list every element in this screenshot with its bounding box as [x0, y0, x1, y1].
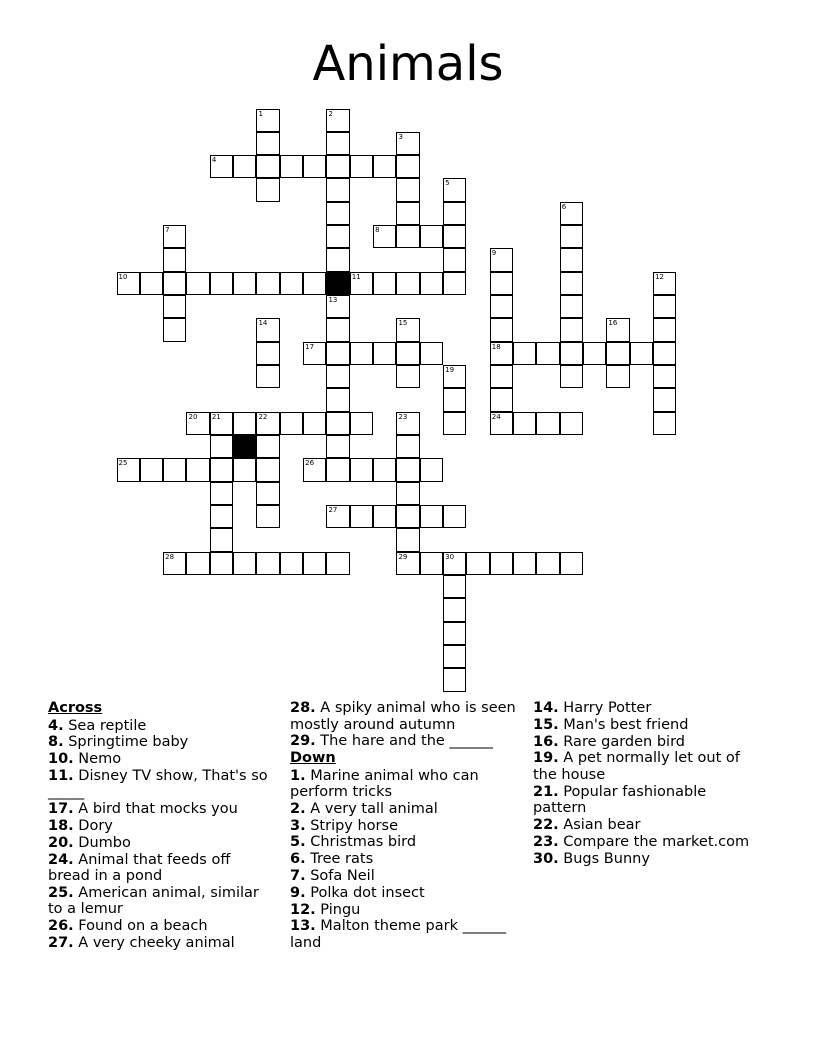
grid-cell[interactable] [490, 365, 513, 388]
clue-item-number: 15. [533, 716, 559, 733]
clue-item [48, 718, 273, 735]
grid-cell[interactable] [443, 412, 466, 435]
clue-heading: Across [48, 700, 103, 716]
grid-cell[interactable] [350, 458, 373, 481]
grid-cell[interactable] [326, 318, 349, 341]
grid-cell[interactable] [560, 365, 583, 388]
grid-cell[interactable] [163, 272, 186, 295]
clue-item-text: Compare the market.com [563, 833, 750, 850]
grid-cell[interactable] [303, 412, 326, 435]
grid-cell[interactable] [443, 598, 466, 621]
clue-item-number: 30. [533, 850, 559, 867]
clue-item [290, 885, 518, 902]
clue-item-number: 24. [48, 851, 74, 868]
clue-number: 28 [165, 552, 175, 561]
clue-item-number: 20. [48, 834, 74, 851]
grid-cell[interactable] [490, 295, 513, 318]
grid-cell[interactable] [256, 458, 279, 481]
clue-column-3 [533, 700, 761, 867]
clue-item-text: Nemo [78, 751, 122, 768]
clue-item [533, 750, 761, 783]
clue-number: 13 [328, 296, 338, 305]
clue-item-text: A very cheeky animal [78, 934, 235, 951]
grid-cell[interactable] [443, 668, 466, 691]
grid-cell[interactable] [210, 505, 233, 528]
grid-cell[interactable] [653, 295, 676, 318]
grid-cell[interactable] [490, 248, 513, 271]
grid-cell[interactable] [326, 458, 349, 481]
grid-cell[interactable] [280, 552, 303, 575]
grid-cell[interactable] [326, 178, 349, 201]
grid-cell[interactable] [256, 318, 279, 341]
grid-cell[interactable] [443, 202, 466, 225]
grid-cell[interactable] [163, 248, 186, 271]
clue-item [48, 818, 273, 835]
clue-number: 29 [398, 552, 408, 561]
clue-item-text: Found on a beach [78, 918, 208, 935]
clue-item-text: Tree rats [310, 851, 374, 868]
grid-cell[interactable] [443, 178, 466, 201]
grid-cell[interactable] [326, 248, 349, 271]
grid-cell[interactable] [443, 388, 466, 411]
clue-number: 11 [351, 272, 361, 281]
grid-cell[interactable] [210, 435, 233, 458]
grid-cell[interactable] [186, 458, 209, 481]
grid-cell[interactable] [256, 412, 279, 435]
clue-item [48, 918, 273, 935]
clue-number: 24 [491, 412, 501, 421]
clue-item-text: Marine animal who can perform tricks [290, 767, 479, 801]
grid-cell[interactable] [443, 225, 466, 248]
clue-item-number: 26. [48, 918, 74, 935]
clue-item-number: 19. [533, 750, 559, 767]
grid-cell[interactable] [233, 155, 256, 178]
grid-cell[interactable] [606, 318, 629, 341]
grid-cell[interactable] [490, 272, 513, 295]
clue-item-number: 27. [48, 934, 74, 951]
grid-cell[interactable] [326, 202, 349, 225]
clue-item [533, 834, 761, 851]
clue-item-number: 8. [48, 734, 64, 751]
grid-cell[interactable] [163, 318, 186, 341]
grid-cell[interactable] [396, 528, 419, 551]
clue-item-text: Bugs Bunny [563, 850, 650, 867]
clue-item [533, 717, 761, 734]
clue-number: 15 [398, 319, 408, 328]
clue-item-number: 28. [290, 700, 316, 716]
clue-item-number: 3. [290, 817, 306, 834]
grid-cell[interactable] [140, 272, 163, 295]
grid-cell[interactable] [396, 458, 419, 481]
grid-cell[interactable] [443, 505, 466, 528]
grid-cell[interactable] [210, 482, 233, 505]
clue-item-number: 18. [48, 817, 74, 834]
grid-cell[interactable] [583, 342, 606, 365]
clue-item [533, 851, 761, 868]
grid-cell[interactable] [303, 272, 326, 295]
clue-item-text: Animal that feeds off bread in a pond [48, 851, 231, 885]
clue-item-text: Rare garden bird [563, 733, 685, 750]
grid-cell[interactable] [536, 412, 559, 435]
clue-item-number: 5. [290, 834, 306, 851]
clue-number: 21 [211, 412, 221, 421]
clue-number: 10 [118, 272, 128, 281]
clue-item [48, 768, 273, 801]
grid-cell[interactable] [350, 505, 373, 528]
grid-cell[interactable] [186, 552, 209, 575]
clue-item-text: Asian bear [563, 816, 641, 833]
clue-number: 23 [398, 412, 408, 421]
grid-cell[interactable] [256, 272, 279, 295]
grid-cell[interactable] [560, 202, 583, 225]
grid-cell[interactable] [233, 458, 256, 481]
grid-cell[interactable] [350, 342, 373, 365]
clue-item-text: Pingu [320, 901, 361, 918]
clue-number: 26 [305, 459, 315, 468]
grid-cell[interactable] [233, 272, 256, 295]
grid-cell[interactable] [280, 412, 303, 435]
grid-cell[interactable] [653, 318, 676, 341]
clue-item-number: 11. [48, 767, 74, 784]
grid-cell[interactable] [490, 342, 513, 365]
clue-item [290, 801, 518, 818]
grid-cell[interactable] [350, 412, 373, 435]
clue-item-number: 6. [290, 851, 306, 868]
grid-cell[interactable] [256, 178, 279, 201]
grid-cell[interactable] [396, 552, 419, 575]
clue-number: 18 [491, 342, 501, 351]
grid-cell[interactable] [396, 318, 419, 341]
grid-cell[interactable] [560, 248, 583, 271]
clue-item [533, 734, 761, 751]
clue-item [533, 700, 761, 717]
grid-cell[interactable] [326, 552, 349, 575]
clue-item-number: 7. [290, 868, 306, 885]
grid-cell[interactable] [303, 342, 326, 365]
clue-item [48, 852, 273, 885]
grid-cell[interactable] [396, 482, 419, 505]
grid-cell[interactable] [653, 388, 676, 411]
clue-item [290, 834, 518, 851]
grid-cell[interactable] [560, 318, 583, 341]
clue-number: 4 [211, 156, 217, 165]
grid-cell[interactable] [420, 272, 443, 295]
grid-cell[interactable] [606, 342, 629, 365]
grid-cell[interactable] [256, 365, 279, 388]
clue-item [533, 784, 761, 817]
clue-item-text: American animal, similar to a lemur [48, 884, 259, 918]
grid-cell[interactable] [420, 225, 443, 248]
grid-cell[interactable] [630, 342, 653, 365]
grid-cell[interactable] [396, 178, 419, 201]
clue-number: 5 [445, 179, 450, 188]
clue-item-text: Popular fashionable pattern [533, 783, 707, 817]
clue-item-number: 25. [48, 884, 74, 901]
clue-item-number: 9. [290, 884, 306, 901]
grid-cell[interactable] [210, 458, 233, 481]
grid-cell[interactable] [513, 552, 536, 575]
grid-cell[interactable] [256, 435, 279, 458]
clue-item [290, 700, 518, 733]
clue-number: 17 [305, 342, 315, 351]
grid-cell[interactable] [373, 342, 396, 365]
clue-item [48, 734, 273, 751]
grid-cell[interactable] [256, 132, 279, 155]
clue-number: 8 [375, 226, 380, 235]
grid-cell[interactable] [186, 412, 209, 435]
clue-item-text: Stripy horse [310, 817, 398, 834]
grid-cell[interactable] [326, 132, 349, 155]
grid-cell[interactable] [117, 458, 140, 481]
clue-item-text: Sea reptile [68, 717, 147, 734]
clue-item-text: Man's best friend [563, 716, 689, 733]
grid-cell[interactable] [233, 412, 256, 435]
grid-cell[interactable] [653, 412, 676, 435]
grid-cell[interactable] [560, 272, 583, 295]
grid-cell[interactable] [326, 388, 349, 411]
grid-cell[interactable] [280, 155, 303, 178]
clue-item-text: A very tall animal [310, 800, 438, 817]
clue-item-number: 29. [290, 733, 316, 750]
grid-cell[interactable] [560, 295, 583, 318]
grid-cell[interactable] [350, 155, 373, 178]
grid-cell[interactable] [443, 248, 466, 271]
clue-item-number: 1. [290, 767, 306, 784]
grid-cell[interactable] [140, 458, 163, 481]
clue-item-number: 14. [533, 700, 559, 716]
clue-item-text: Malton theme park ______ land [290, 918, 507, 951]
clue-number: 16 [608, 319, 618, 328]
clue-item-number: 23. [533, 833, 559, 850]
grid-cell[interactable] [326, 435, 349, 458]
clue-item [290, 768, 518, 801]
clue-item [533, 817, 761, 834]
clue-column-1 [48, 700, 273, 952]
grid-cell[interactable] [490, 388, 513, 411]
clue-item-number: 2. [290, 800, 306, 817]
grid-cell[interactable] [303, 458, 326, 481]
grid-cell[interactable] [256, 342, 279, 365]
clue-item [48, 885, 273, 918]
grid-cell[interactable] [396, 342, 419, 365]
clue-number: 22 [258, 412, 268, 421]
clue-item [48, 835, 273, 852]
grid-cell[interactable] [303, 155, 326, 178]
grid-cell[interactable] [326, 295, 349, 318]
clue-item-text: Sofa Neil [310, 868, 375, 885]
clue-item-text: Dumbo [78, 834, 131, 851]
grid-cell[interactable] [396, 365, 419, 388]
grid-cell[interactable] [326, 109, 349, 132]
grid-cell[interactable] [396, 412, 419, 435]
clue-item-number: 10. [48, 751, 74, 768]
grid-cell[interactable] [373, 272, 396, 295]
grid-cell[interactable] [326, 155, 349, 178]
grid-cell[interactable] [653, 342, 676, 365]
grid-cell[interactable] [396, 225, 419, 248]
grid-cell[interactable] [560, 342, 583, 365]
grid-cell[interactable] [117, 272, 140, 295]
clue-number: 27 [328, 506, 338, 515]
grid-cell[interactable] [653, 365, 676, 388]
clue-item-number: 4. [48, 717, 64, 734]
clue-item-text: A spiky animal who is seen mostly around autumn [290, 700, 516, 733]
grid-cell[interactable] [396, 505, 419, 528]
grid-cell[interactable] [490, 552, 513, 575]
grid-cell[interactable] [326, 412, 349, 435]
clue-item-number: 16. [533, 733, 559, 750]
grid-cell[interactable] [373, 458, 396, 481]
grid-cell[interactable] [326, 365, 349, 388]
grid-cell[interactable] [210, 412, 233, 435]
clue-item [48, 801, 273, 818]
grid-cell[interactable] [256, 155, 279, 178]
grid-cell[interactable] [396, 132, 419, 155]
grid-cell[interactable] [256, 552, 279, 575]
grid-cell[interactable] [443, 552, 466, 575]
grid-cell[interactable] [536, 552, 559, 575]
grid-cell[interactable] [210, 552, 233, 575]
grid-cell[interactable] [163, 295, 186, 318]
grid-cell[interactable] [653, 272, 676, 295]
clue-item [290, 818, 518, 835]
grid-cell[interactable] [373, 225, 396, 248]
clue-number: 9 [491, 249, 497, 258]
grid-cell[interactable] [163, 458, 186, 481]
clue-number: 30 [445, 552, 455, 561]
grid-cell[interactable] [186, 272, 209, 295]
clue-item [48, 935, 273, 952]
clue-item-text: The hare and the ______ [320, 733, 493, 750]
clue-item [290, 918, 518, 951]
puzzle-title: Animals [312, 36, 504, 92]
clue-number: 25 [118, 459, 128, 468]
clue-item [48, 751, 273, 768]
grid-cell[interactable] [396, 155, 419, 178]
clue-item-number: 12. [290, 901, 316, 918]
clue-item [290, 733, 518, 750]
grid-cell[interactable] [163, 552, 186, 575]
grid-cell[interactable] [210, 155, 233, 178]
grid-cell[interactable] [443, 645, 466, 668]
clue-item-number: 21. [533, 783, 559, 800]
clue-item-number: 22. [533, 816, 559, 833]
grid-cell[interactable] [233, 552, 256, 575]
grid-cell[interactable] [443, 365, 466, 388]
clue-item-text: Dory [78, 817, 113, 834]
clue-number: 19 [445, 366, 455, 375]
grid-cell[interactable] [420, 342, 443, 365]
grid-cell[interactable] [606, 365, 629, 388]
grid-cell[interactable] [536, 342, 559, 365]
clue-item [290, 851, 518, 868]
grid-cell[interactable] [163, 225, 186, 248]
grid-cell[interactable] [443, 272, 466, 295]
clue-item [290, 902, 518, 919]
clue-item-number: 13. [290, 918, 316, 935]
clue-number: 20 [188, 412, 198, 421]
grid-cell[interactable] [256, 482, 279, 505]
grid-cell[interactable] [210, 272, 233, 295]
clue-number: 3 [398, 132, 403, 141]
grid-cell[interactable] [560, 412, 583, 435]
clue-item-text: A bird that mocks you [78, 801, 238, 818]
clue-number: 14 [258, 319, 268, 328]
grid-cell[interactable] [326, 505, 349, 528]
grid-cell[interactable] [420, 505, 443, 528]
grid-cell[interactable] [396, 272, 419, 295]
grid-cell[interactable] [466, 552, 489, 575]
grid-cell[interactable] [513, 342, 536, 365]
clue-item-number: 17. [48, 801, 74, 818]
grid-cell[interactable] [280, 272, 303, 295]
clue-number: 12 [655, 272, 664, 281]
clue-column-2 [290, 700, 518, 952]
grid-cell[interactable] [420, 458, 443, 481]
clue-number: 6 [561, 202, 567, 211]
grid-cell[interactable] [560, 225, 583, 248]
clue-heading: Down [290, 750, 336, 767]
grid-cell[interactable] [350, 272, 373, 295]
black-square [326, 272, 349, 295]
clue-number: 1 [258, 109, 263, 118]
clue-item-text: Christmas bird [310, 834, 417, 851]
clue-item-text: Springtime baby [68, 734, 189, 751]
grid-cell[interactable] [396, 202, 419, 225]
grid-cell[interactable] [560, 552, 583, 575]
grid-cell[interactable] [443, 622, 466, 645]
grid-cell[interactable] [326, 225, 349, 248]
grid-cell[interactable] [490, 412, 513, 435]
grid-cell[interactable] [513, 412, 536, 435]
clue-item-text: Harry Potter [563, 700, 652, 716]
grid-cell[interactable] [326, 342, 349, 365]
grid-cell[interactable] [443, 575, 466, 598]
grid-cell[interactable] [420, 552, 443, 575]
grid-cell[interactable] [303, 552, 326, 575]
clue-number: 7 [165, 226, 170, 235]
grid-cell[interactable] [396, 435, 419, 458]
black-square [233, 435, 256, 458]
grid-cell[interactable] [490, 318, 513, 341]
grid-cell[interactable] [373, 505, 396, 528]
grid-cell[interactable] [210, 528, 233, 551]
grid-cell[interactable] [256, 109, 279, 132]
clue-item-text: A pet normally let out of the house [533, 750, 740, 783]
grid-cell[interactable] [256, 505, 279, 528]
clue-item-text: Polka dot insect [310, 884, 425, 901]
clue-item [290, 868, 518, 885]
clue-number: 2 [328, 109, 333, 118]
clue-item-text: Disney TV show, That's so _____ [48, 767, 268, 801]
grid-cell[interactable] [373, 155, 396, 178]
